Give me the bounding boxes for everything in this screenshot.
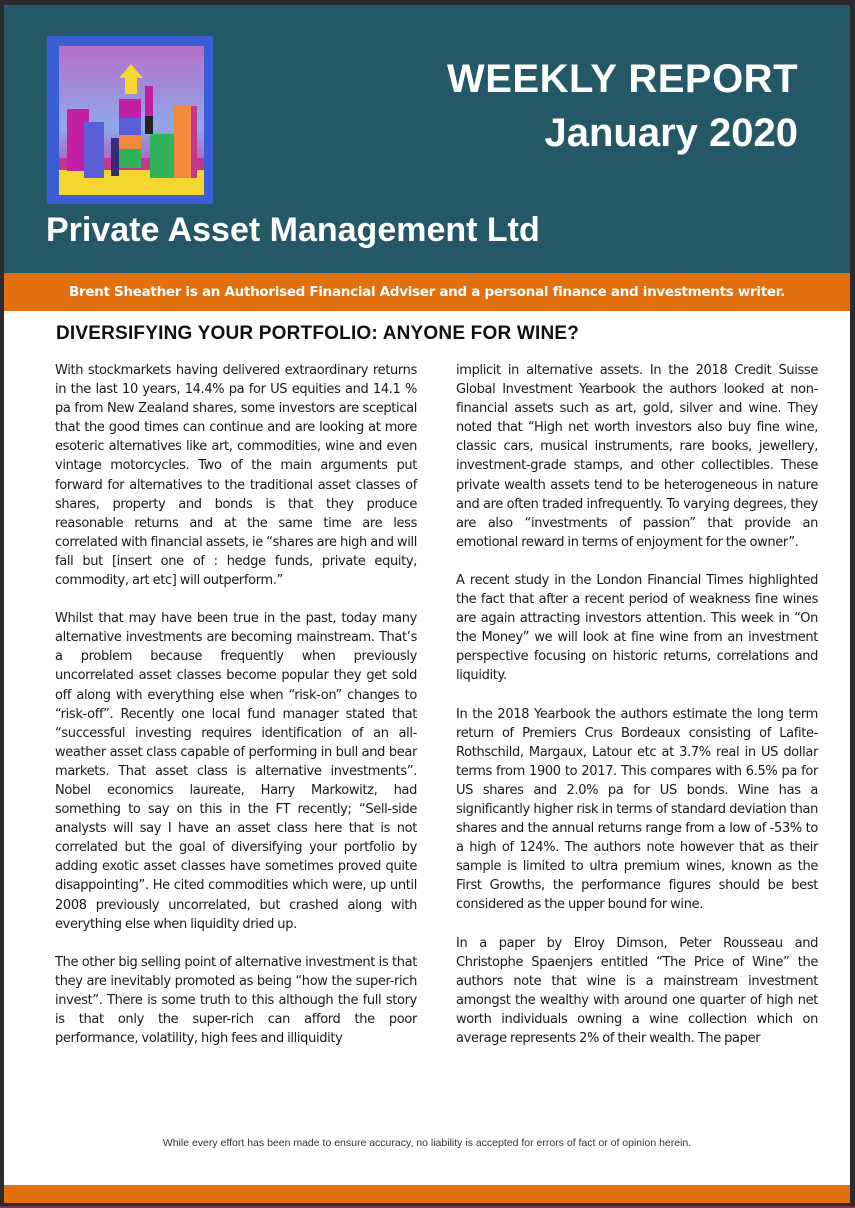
article-headline: DIVERSIFYING YOUR PORTFOLIO: ANYONE FOR WINE? [56, 323, 580, 344]
article-paragraph: Whilst that may have been true in the past, today many alternative investments are becoming mainstream. That’s a problem because frequently when previously uncorrelated asset classes become popular they get sold off along with everything else when “risk-on” changes to “risk-off”. Recently one local fund manager stated that “successful investing requires identification of an all-weather asset class capable of performing in bull and bear markets. That asset class is alternative investments”. Nobel economics laureate, Harry Markowitz, had something to say on this in the FT recently; “Sell-side analysts will say I have an asset class here that is not correlated but the goal of diversifying your portfolio by adding exotic asset classes have sometimes proved quite disappointing”. He cited commodities which were, up until 2008 previously uncorrelated, but crashed along with everything else when liquidity dried up. [55, 611, 417, 932]
report-page [4, 5, 850, 1203]
article-left-column [55, 361, 417, 1067]
article-right-column [456, 361, 818, 1067]
article-paragraph: The other big selling point of alternative investment is that they are inevitably promoted as being “how the super-rich invest”. There is some truth to this although the full story is that only the super-rich can afford the poor performance, volatility, high fees and illiquidity [55, 954, 417, 1047]
rising-blocks-arrow-logo [47, 36, 213, 204]
author-banner: Brent Sheather is an Authorised Financial Adviser and a personal finance and investments writer. [4, 273, 850, 311]
article-paragraph: In a paper by Elroy Dimson, Peter Rousseau and Christophe Spaenjers entitled “The Price of Wine” the authors note that wine is a mainstream investment amongst the wealthy with around one quarter of high net worth individuals owning a wine collection which on average represents 2% of their wealth. The paper [456, 935, 818, 1046]
company-name: Private Asset Management Ltd [46, 211, 540, 249]
report-date: January 2020 [544, 111, 798, 155]
footer-bar [4, 1185, 850, 1203]
report-header [4, 5, 850, 273]
article-paragraph: implicit in alternative assets. In the 2018 Credit Suisse Global Investment Yearbook the authors looked at non-financial assets such as art, gold, silver and wine. They noted that “High net worth investors also buy fine wine, classic cars, musical instruments, rare books, jewellery, investment-grade stamps, and other collectibles. These private wealth assets tend to be heterogeneous in nature and are often traded infrequently. To varying degrees, they are also “investments of passion” that provide an emotional reward in terms of enjoyment for the owner”. [456, 363, 818, 550]
article-paragraph: With stockmarkets having delivered extraordinary returns in the last 10 years, 14.4% pa for US equities and 14.1 % pa from New Zealand shares, some investors are sceptical that the good times can continue and are looking at more esoteric alternatives like art, commodities, wine and even vintage motorcycles. Two of the main arguments put forward for alternatives to the traditional asset classes of shares, property and bonds is that they produce reasonable returns and at the same time are less correlated with financial assets, ie “shares are high and will fall but [insert one of : hedge funds, private equity, commodity, art etc] will outperform.” [55, 363, 417, 589]
article-paragraph: A recent study in the London Financial Times highlighted the fact that after a recent period of weakness fine wines are again attracting investors attention. This week in “On the Money” we will look at fine wine from an investment perspective focusing on historic returns, correlations and liquidity. [456, 572, 818, 684]
disclaimer: While every effort has been made to ensure accuracy, no liability is accepted for errors of fact or of opinion herein. [162, 1137, 692, 1149]
report-title: WEEKLY REPORT [446, 57, 798, 101]
logo-illustration-icon [59, 46, 204, 195]
article-paragraph: In the 2018 Yearbook the authors estimate the long term return of Premiers Crus Bordeaux consisting of Lafite-Rothschild, Margaux, Latour etc at 3.7% real in US dollar terms from 1900 to 2017. This compares with 6.5% pa for US shares and 2.0% pa for US bonds. Wine has a significantly higher risk in terms of standard deviation than shares and the annual returns range from a low of -53% to a high of 124%. The authors note however that as their sample is limited to ultra premium wines, known as the First Growths, the performance figures should be best considered as the upper bound for wine. [456, 706, 818, 913]
